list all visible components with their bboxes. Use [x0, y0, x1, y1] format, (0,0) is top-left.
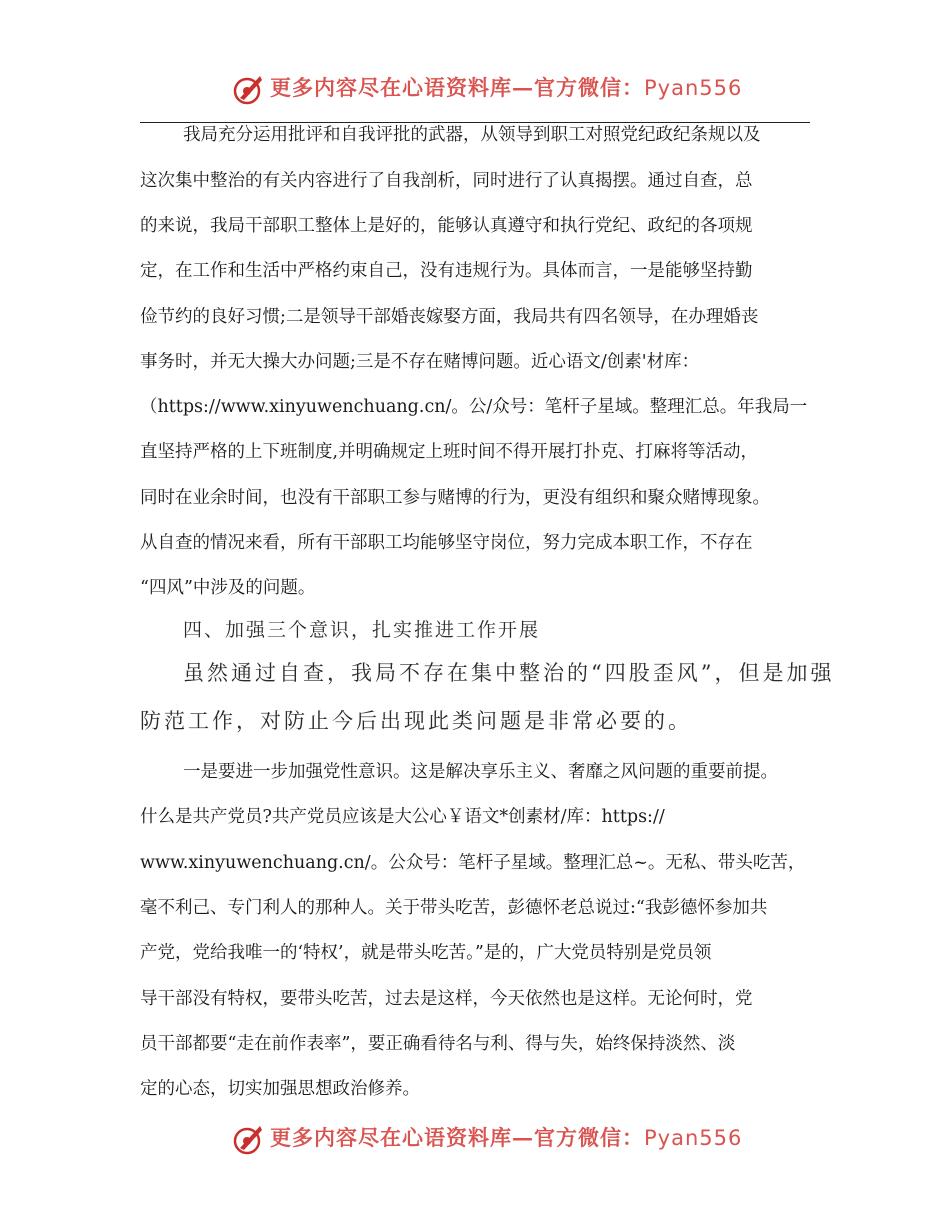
- paragraph-line: 从自查的情况来看，所有干部职工均能够坚守岗位，努力完成本职工作，不存在: [140, 533, 753, 553]
- paragraph-line: 什么是共产党员?共产党员应该是大公心￥语文*创素材/库：https://: [140, 807, 665, 827]
- paragraph-line: 定的心态，切实加强思想政治修养。: [140, 1079, 420, 1099]
- paragraph-line: 同时在业余时间，也没有干部职工参与赌博的行为，更没有组织和聚众赌博现象。: [140, 488, 770, 508]
- paragraph-line: 防范工作，对防止今后出现此类问题是非常必要的。: [140, 709, 692, 733]
- paragraph-line: www.xinyuwenchuang.cn/。公众号：笔杆子星域。整理汇总~。无私、带头吃苦，: [140, 853, 806, 873]
- banner-text: [270, 1125, 742, 1151]
- paragraph-line: 产党，党给我唯一的‘特权’，就是带头吃苦。”是的，广大党员特别是党员领: [140, 943, 712, 963]
- banner-lead: 更多内容尽在心语资料库: [270, 75, 512, 100]
- paragraph-line: 我局充分运用批评和自我评批的武器，从领导到职工对照党纪政纪条规以及: [183, 125, 761, 145]
- paragraph-line: 定，在工作和生活中严格约束自己，没有违规行为。具体而言，一是能够坚持勤: [140, 261, 753, 281]
- banner-lead: 更多内容尽在心语资料库: [270, 1125, 512, 1150]
- banner-wechat-id: Pyan556: [644, 1126, 743, 1150]
- paragraph-line: 这次集中整治的有关内容进行了自我剖析，同时进行了认真揭摆。通过自查，总: [140, 171, 753, 191]
- paragraph-line: 毫不利己、专门利人的那种人。关于带头吃苦，彭德怀老总说过:“我彭德怀参加共: [140, 898, 768, 918]
- paragraph-line: 事务时，并无大操大办问题;三是不存在赌博问题。近心语文/创素'材库：: [140, 352, 700, 372]
- paragraph-line: 直坚持严格的上下班制度,并明确规定上班时间不得开展打扑克、打麻将等活动，: [140, 442, 759, 462]
- paragraph-line: 俭节约的良好习惯;二是领导干部婚丧嫁娶方面，我局共有四名领导，在办理婚丧: [140, 307, 759, 327]
- paragraph-line: 员干部都要“走在前作表率”，要正确看待名与利、得与失，始终保持淡然、淡: [140, 1034, 736, 1054]
- banner-dash: —: [512, 75, 534, 100]
- quill-logo-icon: [232, 72, 266, 106]
- paragraph-line: 虽然通过自查，我局不存在集中整治的“四股歪风”，但是加强: [183, 661, 835, 685]
- header-banner: [0, 70, 950, 110]
- banner-wechat-id: Pyan556: [644, 76, 743, 100]
- banner-text: [270, 75, 742, 101]
- paragraph-line: 导干部没有特权，要带头吃苦，过去是这样，今天依然也是这样。无论何时，党: [140, 989, 753, 1009]
- paragraph-line: “四风”中涉及的问题。: [140, 578, 316, 598]
- banner-tail: 官方微信：: [534, 1125, 644, 1150]
- paragraph-line: （https://www.xinyuwenchuang.cn/。公/众号：笔杆子星域。整理汇总。年我局一: [140, 397, 808, 417]
- banner-tail: 官方微信：: [534, 75, 644, 100]
- paragraph-line: 的来说，我局干部职工整体上是好的，能够认真遵守和执行党纪、政纪的各项规: [140, 216, 753, 236]
- banner-dash: —: [512, 1125, 534, 1150]
- section-heading: 四、加强三个意识，扎实推进工作开展: [183, 619, 541, 641]
- footer-banner: [0, 1120, 950, 1160]
- paragraph-line: 一是要进一步加强党性意识。这是解决享乐主义、奢靡之风问题的重要前提。: [183, 762, 778, 782]
- quill-logo-icon: [232, 1122, 266, 1156]
